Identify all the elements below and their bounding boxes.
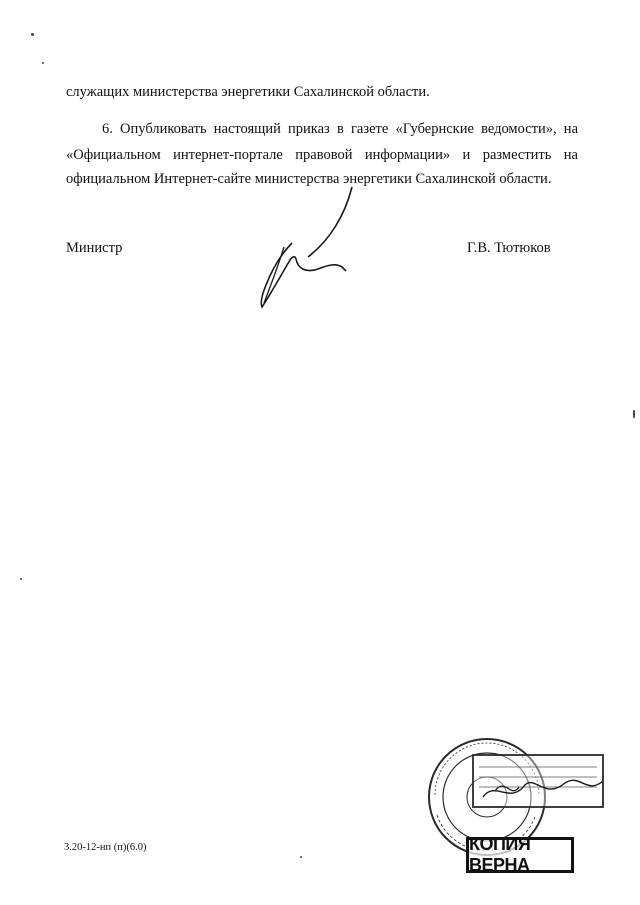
signatory-role: Министр	[66, 240, 123, 256]
paragraph-line-2: 6. Опубликовать настоящий приказ в газете «Губернские ведомости», на	[102, 121, 578, 137]
scan-speck	[42, 62, 44, 64]
paragraph-line-1: служащих министерства энергетики Сахалинской области.	[66, 84, 430, 100]
signatory-name: Г.В. Тютюков	[467, 240, 551, 256]
copy-certified-stamp: КОПИЯ ВЕРНА	[466, 837, 574, 873]
document-code: 3.20-12-нп (п)(6.0)	[64, 842, 147, 853]
handwritten-signature	[250, 185, 360, 315]
paragraph-line-3: «Официальном интернет-портале правовой информации» и разместить на	[66, 147, 578, 163]
scan-speck	[31, 33, 34, 36]
scan-speck	[633, 410, 635, 418]
paragraph-line-4: официальном Интернет-сайте министерства энергетики Сахалинской области.	[66, 171, 552, 187]
scan-speck	[20, 578, 22, 580]
scan-speck	[300, 856, 302, 858]
